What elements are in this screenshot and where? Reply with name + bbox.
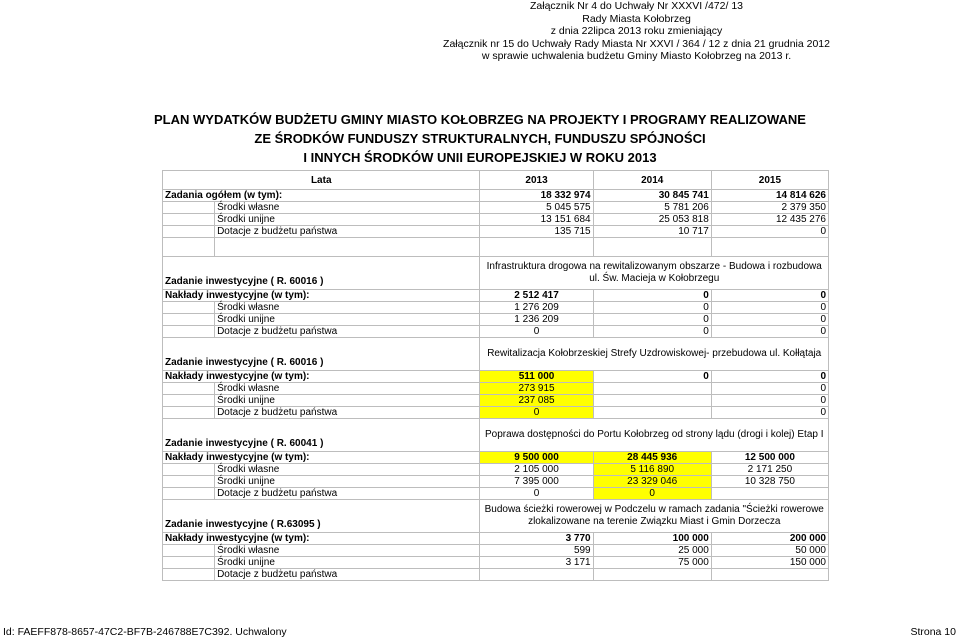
task-header-row — [163, 500, 829, 533]
cell-value: 25 053 818 — [593, 214, 711, 226]
cell-value — [711, 488, 828, 500]
cell-value: 0 — [593, 314, 711, 326]
investment-row — [163, 452, 829, 464]
header-line: Załącznik nr 15 do Uchwały Rady Miasta Nr XXVI / 364 / 12 z dnia 21 grudnia 2012 — [443, 37, 830, 50]
cell-value: 0 — [593, 488, 711, 500]
cell-value: 0 — [711, 407, 828, 419]
table-row — [163, 395, 829, 407]
table-row — [163, 226, 829, 238]
cell-value: 0 — [480, 488, 593, 500]
cell-value: 200 000 — [711, 533, 828, 545]
page-number: Strona 10 — [910, 626, 956, 638]
task-description: Infrastruktura drogowa na rewitalizowanym obszarze - Budowa i rozbudowa ul. Św. Macieja w Kołobrzegu — [480, 257, 829, 290]
cell-value: 0 — [711, 395, 828, 407]
years-row — [163, 171, 829, 190]
row-label: Środki unijne — [215, 214, 480, 226]
cell-value — [593, 569, 711, 581]
investment-row — [163, 371, 829, 383]
total-value: 30 845 741 — [593, 190, 711, 202]
cell-value: 0 — [711, 326, 828, 338]
cell-value: 75 000 — [593, 557, 711, 569]
row-label: Dotacje z budżetu państwa — [215, 226, 480, 238]
task-header-row — [163, 419, 829, 452]
table-row — [163, 569, 829, 581]
header-line: w sprawie uchwalenia budżetu Gminy Miasto Kołobrzeg na 2013 r. — [481, 50, 792, 62]
cell-value — [593, 407, 711, 419]
investment-label: Nakłady inwestycyjne (w tym): — [163, 452, 480, 464]
table-row — [163, 488, 829, 500]
cell-value: 2 171 250 — [711, 464, 828, 476]
cell-value: 2 379 350 — [711, 202, 828, 214]
task-description: Poprawa dostępności do Portu Kołobrzeg od strony lądu (drogi i kolej) Etap I — [480, 419, 829, 452]
row-label: Środki własne — [215, 302, 480, 314]
cell-value: 2 512 417 — [480, 290, 593, 302]
cell-value: 13 151 684 — [480, 214, 593, 226]
cell-value: 10 328 750 — [711, 476, 828, 488]
title-line: ZE ŚRODKÓW FUNDUSZY STRUKTURALNYCH, FUNDUSZU SPÓJNOŚCI — [254, 131, 706, 146]
cell-value: 0 — [593, 326, 711, 338]
row-label: Środki unijne — [215, 476, 480, 488]
years-label: Lata — [163, 171, 480, 190]
document-id: Id: FAEFF878-8657-47C2-BF7B-246788E7C392. Uchwalony — [3, 626, 287, 638]
row-label: Środki unijne — [215, 557, 480, 569]
cell-value: 1 276 209 — [480, 302, 593, 314]
investment-label: Nakłady inwestycyjne (w tym): — [163, 371, 480, 383]
task-description: Rewitalizacja Kołobrzeskiej Strefy Uzdrowiskowej- przebudowa ul. Kołłątaja — [480, 338, 829, 371]
cell-value: 0 — [711, 383, 828, 395]
table-row — [163, 545, 829, 557]
investment-row — [163, 533, 829, 545]
cell-value: 25 000 — [593, 545, 711, 557]
row-label: Dotacje z budżetu państwa — [215, 488, 480, 500]
cell-value: 50 000 — [711, 545, 828, 557]
row-label: Dotacje z budżetu państwa — [215, 407, 480, 419]
cell-value: 0 — [711, 290, 828, 302]
total-label: Zadania ogółem (w tym): — [163, 190, 480, 202]
header-line: Rady Miasta Kołobrzeg — [582, 12, 691, 25]
table-row — [163, 202, 829, 214]
table-row — [163, 407, 829, 419]
table-row — [163, 557, 829, 569]
cell-value: 0 — [711, 371, 828, 383]
task-header-row — [163, 338, 829, 371]
row-label: Środki unijne — [215, 314, 480, 326]
year-cell: 2013 — [480, 171, 593, 190]
cell-value: 273 915 — [480, 383, 593, 395]
cell-value: 5 116 890 — [593, 464, 711, 476]
cell-value — [480, 569, 593, 581]
year-cell: 2014 — [593, 171, 711, 190]
task-label: Zadanie inwestycyjne ( R.63095 ) — [163, 500, 480, 533]
task-description: Budowa ścieżki rowerowej w Podczelu w ramach zadania "Ścieżki rowerowe zlokalizowane na terenie Związku Miast i Gmin Dorzecza — [480, 500, 829, 533]
row-label: Dotacje z budżetu państwa — [215, 569, 480, 581]
cell-value: 150 000 — [711, 557, 828, 569]
table-row — [163, 383, 829, 395]
cell-value: 3 770 — [480, 533, 593, 545]
table-row — [163, 476, 829, 488]
cell-value: 0 — [480, 407, 593, 419]
cell-value: 5 781 206 — [593, 202, 711, 214]
row-label: Środki unijne — [215, 395, 480, 407]
cell-value: 7 395 000 — [480, 476, 593, 488]
cell-value: 0 — [593, 290, 711, 302]
cell-value — [593, 383, 711, 395]
table-row — [163, 326, 829, 338]
investment-label: Nakłady inwestycyjne (w tym): — [163, 290, 480, 302]
cell-value: 511 000 — [480, 371, 593, 383]
cell-value: 135 715 — [480, 226, 593, 238]
cell-value: 0 — [593, 371, 711, 383]
cell-value: 0 — [480, 326, 593, 338]
task-header-row — [163, 257, 829, 290]
row-label: Środki własne — [215, 383, 480, 395]
cell-value: 10 717 — [593, 226, 711, 238]
task-label: Zadanie inwestycyjne ( R. 60041 ) — [163, 419, 480, 452]
cell-value: 12 435 276 — [711, 214, 828, 226]
cell-value: 9 500 000 — [480, 452, 593, 464]
cell-value: 1 236 209 — [480, 314, 593, 326]
row-label: Dotacje z budżetu państwa — [215, 326, 480, 338]
table-row — [163, 214, 829, 226]
cell-value: 0 — [593, 302, 711, 314]
total-value: 14 814 626 — [711, 190, 828, 202]
title-line: I INNYCH ŚRODKÓW UNII EUROPEJSKIEJ W ROKU 2013 — [303, 150, 657, 165]
cell-value: 0 — [711, 226, 828, 238]
cell-value — [711, 569, 828, 581]
attachment-header — [443, 0, 830, 63]
total-value: 18 332 974 — [480, 190, 593, 202]
expenditure-table — [162, 170, 829, 581]
cell-value: 5 045 575 — [480, 202, 593, 214]
cell-value: 599 — [480, 545, 593, 557]
row-label: Środki własne — [215, 202, 480, 214]
row-label: Środki własne — [215, 545, 480, 557]
cell-value: 12 500 000 — [711, 452, 828, 464]
investment-label: Nakłady inwestycyjne (w tym): — [163, 533, 480, 545]
cell-value: 0 — [711, 302, 828, 314]
table-row — [163, 314, 829, 326]
title-line: PLAN WYDATKÓW BUDŻETU GMINY MIASTO KOŁOBRZEG NA PROJEKTY I PROGRAMY REALIZOWANE — [154, 112, 806, 127]
row-label: Środki własne — [215, 464, 480, 476]
year-cell: 2015 — [711, 171, 828, 190]
table-row — [163, 302, 829, 314]
cell-value: 23 329 046 — [593, 476, 711, 488]
header-line: z dnia 22lipca 2013 roku zmieniający — [550, 25, 723, 37]
document-title — [0, 110, 960, 167]
cell-value: 0 — [711, 314, 828, 326]
cell-value: 3 171 — [480, 557, 593, 569]
total-row — [163, 190, 829, 202]
investment-row — [163, 290, 829, 302]
cell-value: 2 105 000 — [480, 464, 593, 476]
cell-value: 100 000 — [593, 533, 711, 545]
cell-value — [593, 395, 711, 407]
task-label: Zadanie inwestycyjne ( R. 60016 ) — [163, 338, 480, 371]
header-line: Załącznik Nr 4 do Uchwały Nr XXXVI /472/ 13 — [530, 0, 744, 12]
cell-value: 237 085 — [480, 395, 593, 407]
cell-value: 28 445 936 — [593, 452, 711, 464]
task-label: Zadanie inwestycyjne ( R. 60016 ) — [163, 257, 480, 290]
table-row — [163, 464, 829, 476]
